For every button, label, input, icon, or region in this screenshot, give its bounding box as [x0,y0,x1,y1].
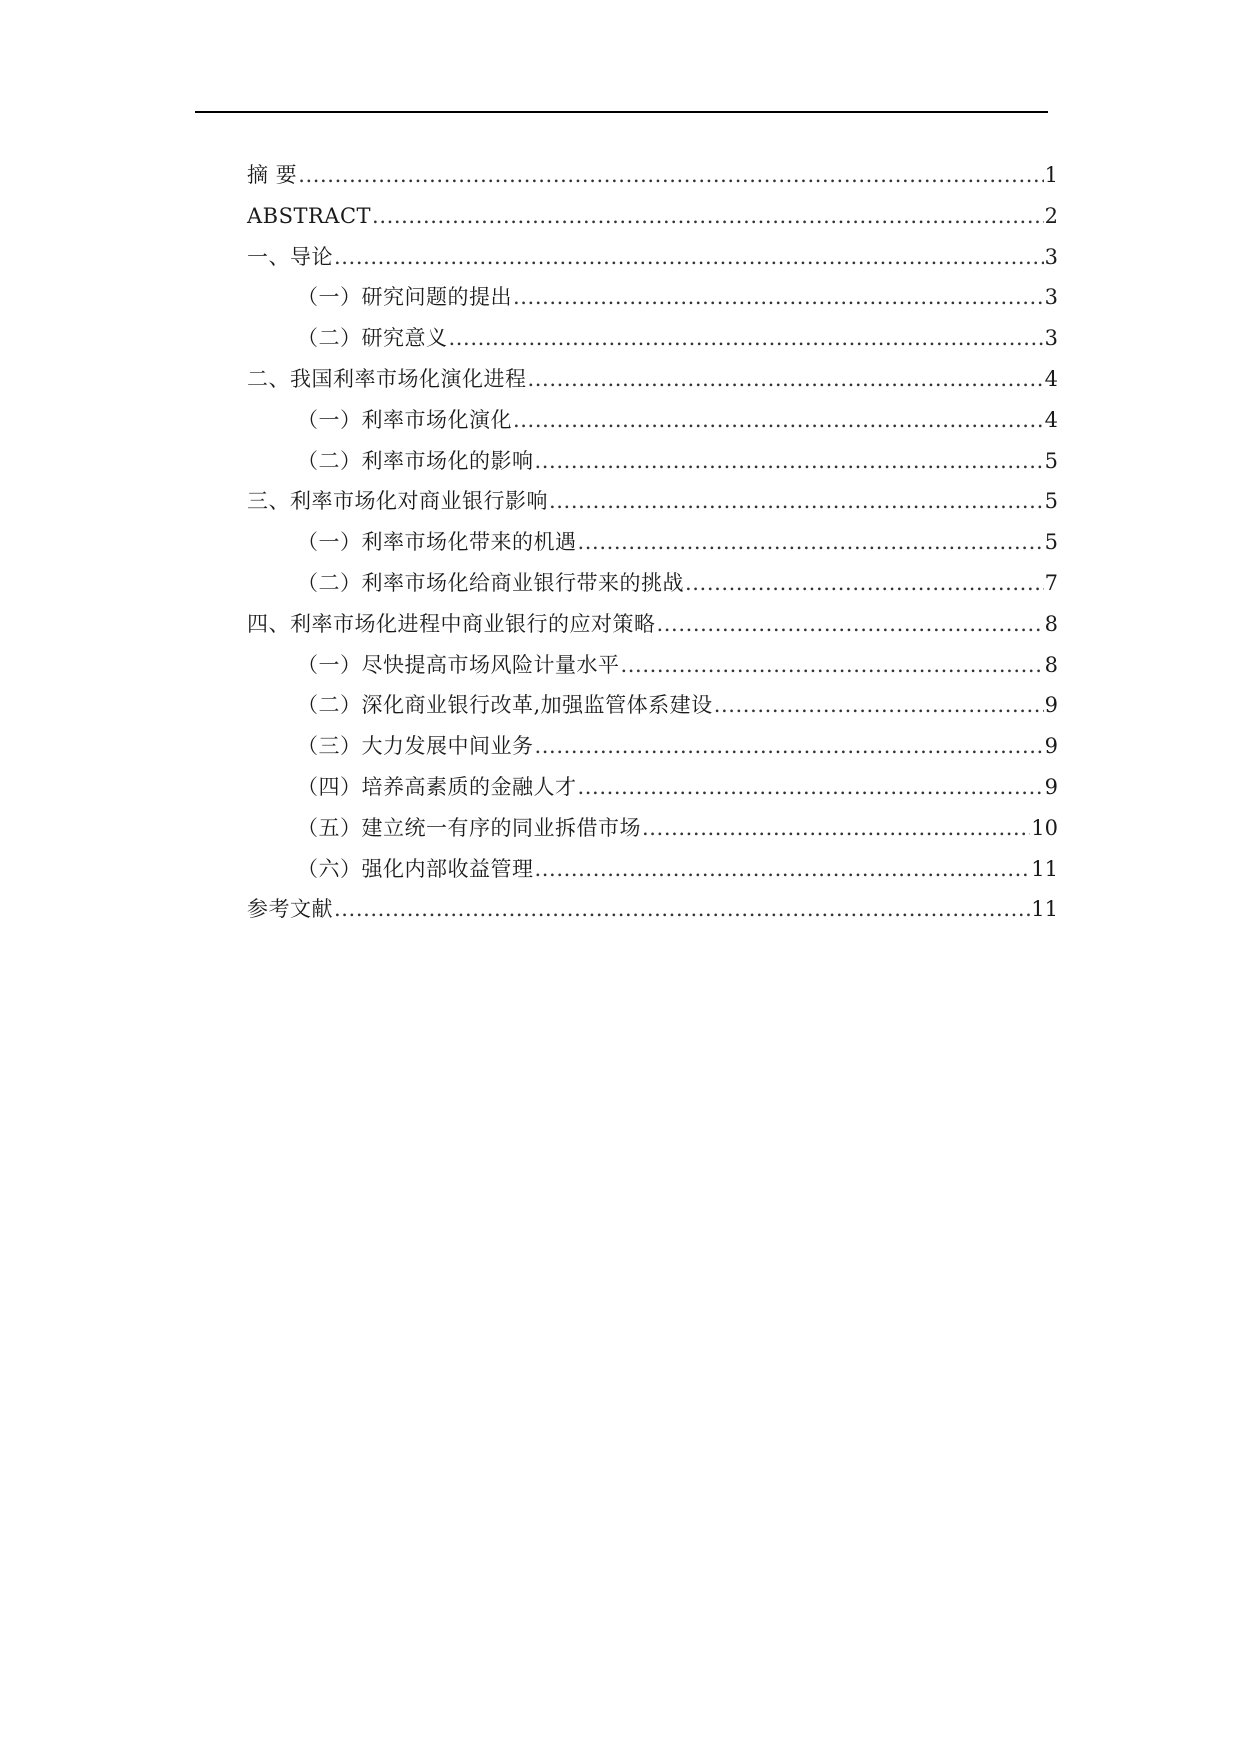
toc-dot-leader [372,196,1044,237]
toc-entry-page-number: 3 [1044,326,1058,351]
toc-entry [247,400,1058,441]
toc-entry-title: 参考文献 [247,897,333,922]
toc-entry [247,237,1058,278]
toc-entry-title: （一）研究问题的提出 [297,285,512,310]
toc-entry-title: （四）培养高素质的金融人才 [297,774,577,799]
toc-entry-page-number: 11 [1031,856,1058,881]
toc-entry-page-number: 2 [1044,203,1058,228]
toc-dot-leader [714,685,1044,726]
toc-entry [247,767,1058,808]
toc-dot-leader [528,359,1044,400]
toc-dot-leader [298,155,1043,196]
toc-entry [247,685,1058,726]
toc-entry [247,155,1058,196]
toc-entry [247,849,1058,890]
toc-dot-leader [535,726,1044,767]
toc-dot-leader [513,400,1044,441]
toc-entry [247,604,1058,645]
toc-entry-page-number: 8 [1044,611,1058,636]
toc-entry [247,808,1058,849]
toc-entry [247,522,1058,563]
toc-entry-page-number: 9 [1044,774,1058,799]
toc-dot-leader [578,767,1044,808]
toc-entry [247,889,1058,930]
toc-entry-title: （三）大力发展中间业务 [297,734,534,759]
toc-entry-page-number: 3 [1044,285,1058,310]
toc-entry-title: （一）尽快提高市场风险计量水平 [297,652,620,677]
toc-entry [247,563,1058,604]
toc-entry-title: （二）利率市场化给商业银行带来的挑战 [297,570,684,595]
toc-entry-page-number: 5 [1044,489,1058,514]
toc-dot-leader [449,318,1044,359]
toc-entry-title: ABSTRACT [247,203,372,228]
toc-entry-title: （二）利率市场化的影响 [297,448,534,473]
toc-entry-title: 二、我国利率市场化演化进程 [247,366,527,391]
toc-entry-page-number: 4 [1044,366,1058,391]
toc-entry-page-number: 5 [1044,530,1058,555]
toc-entry [247,359,1058,400]
toc-entry-title: 摘 要 [247,163,298,187]
toc-entry [247,277,1058,318]
toc-dot-leader [334,237,1044,278]
toc-entry-page-number: 3 [1044,244,1058,269]
toc-entry-title: （六）强化内部收益管理 [297,856,534,881]
header-rule [195,111,1048,113]
toc-dot-leader [621,645,1044,686]
toc-entry-page-number: 9 [1044,693,1058,718]
table-of-contents [247,155,1058,930]
toc-entry-title: 四、利率市场化进程中商业银行的应对策略 [247,611,656,636]
toc-entry-title: （一）利率市场化演化 [297,407,512,432]
toc-entry [247,318,1058,359]
toc-dot-leader [642,808,1030,849]
toc-entry-page-number: 10 [1031,815,1058,840]
toc-dot-leader [334,889,1030,930]
toc-dot-leader [535,441,1044,482]
toc-entry-page-number: 8 [1044,652,1058,677]
toc-dot-leader [513,277,1044,318]
toc-entry-page-number: 1 [1044,163,1058,187]
toc-entry [247,441,1058,482]
toc-entry-title: （二）深化商业银行改革,加强监管体系建设 [297,693,713,718]
toc-entry-page-number: 9 [1044,734,1058,759]
toc-entry [247,645,1058,686]
toc-entry-title: （五）建立统一有序的同业拆借市场 [297,815,641,840]
toc-entry-title: （一）利率市场化带来的机遇 [297,530,577,555]
toc-entry [247,726,1058,767]
toc-entry-page-number: 7 [1044,570,1058,595]
toc-dot-leader [685,563,1044,604]
toc-dot-leader [535,849,1031,890]
toc-entry-title: （二）研究意义 [297,326,448,351]
toc-entry-page-number: 11 [1031,897,1058,922]
toc-entry-title: 一、导论 [247,244,333,269]
toc-entry-page-number: 4 [1044,407,1058,432]
toc-dot-leader [657,604,1044,645]
toc-entry [247,481,1058,522]
toc-dot-leader [549,481,1044,522]
toc-entry [247,196,1058,237]
toc-entry-title: 三、利率市场化对商业银行影响 [247,489,548,514]
toc-dot-leader [578,522,1044,563]
toc-entry-page-number: 5 [1044,448,1058,473]
